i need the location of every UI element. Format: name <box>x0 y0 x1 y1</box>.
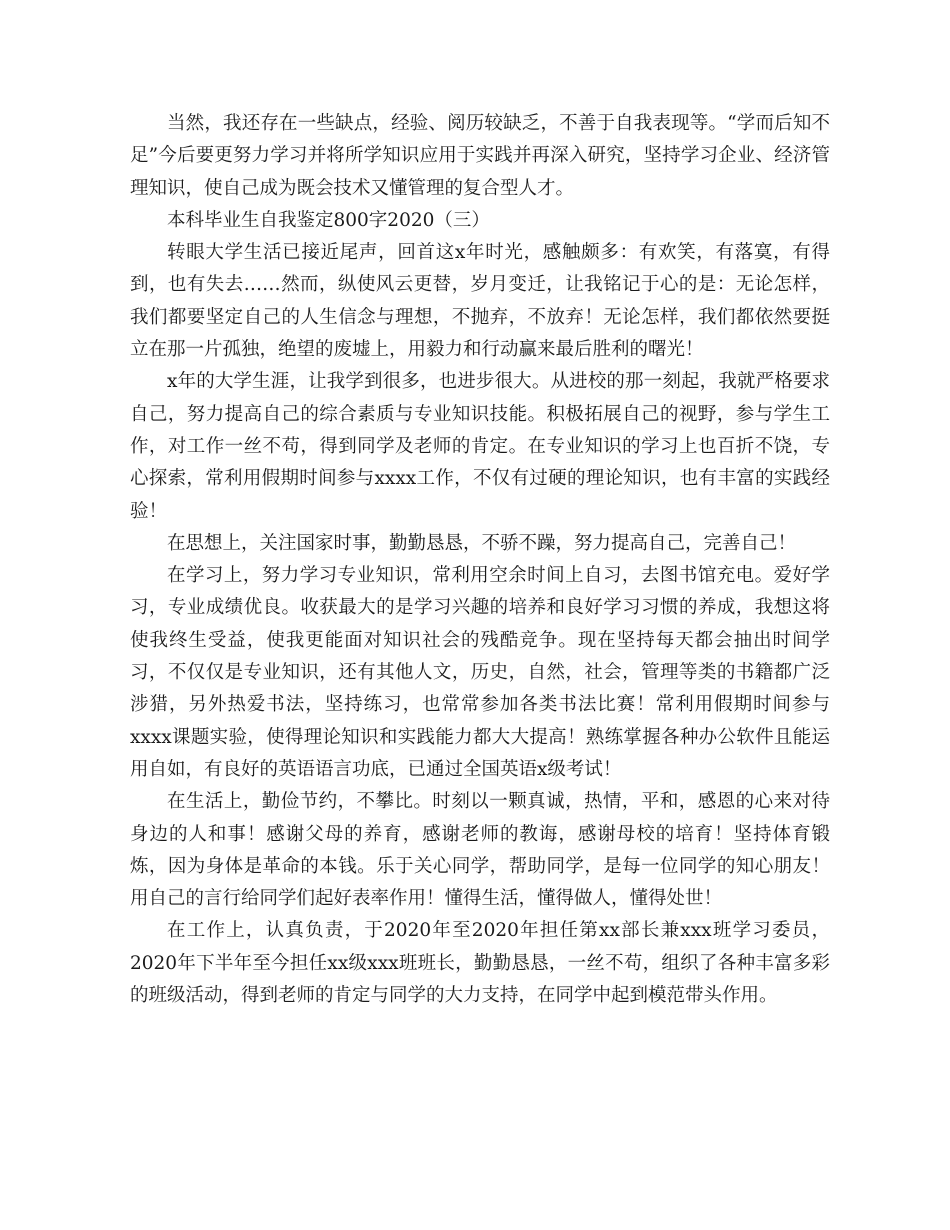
paragraph-shortcomings: 当然，我还存在一些缺点，经验、阅历较缺乏，不善于自我表现等。“学而后知不足”今后要更努力学习并将所学知识应用于实践并再深入研究，坚持学习企业、经济管理知识，使自己成为既会技术又懂管理的复合型人才。 <box>130 113 830 199</box>
document-body <box>130 108 830 1012</box>
paragraph-work: 在工作上，认真负责，于2020年至2020年担任第xx部长兼xxx班学习委员，2020年下半年至今担任xx级xxx班班长，勤勤恳恳，一丝不苟，组织了各种丰富多彩的班级活动，得到老师的肯定与同学的大力支持，在同学中起到模范带头作用。 <box>130 920 830 1007</box>
paragraph-life: 在生活上，勤俭节约，不攀比。时刻以一颗真诚，热情，平和，感恩的心来对待身边的人和事！感谢父母的养育，感谢老师的教诲，感谢母校的培育！坚持体育锻炼，因为身体是革命的本钱。乐于关心同学，帮助同学，是每一位同学的知心朋友！用自己的言行给同学们起好表率作用！懂得生活，懂得做人，懂得处世！ <box>130 791 830 910</box>
paragraph-thought: 在思想上，关注国家时事，勤勤恳恳，不骄不躁，努力提高自己，完善自己！ <box>167 532 797 554</box>
paragraph-intro: 转眼大学生活已接近尾声，回首这x年时光，感触颇多：有欢笑，有落寞，有得到，也有失去……然而，纵使风云更替，岁月变迁，让我铭记于心的是：无论怎样，我们都要坚定自己的人生信念与理想，不抛弃，不放弃！无论怎样，我们都依然要挺立在那一片孤独，绝望的废墟上，用毅力和行动赢来最后胜利的曙光！ <box>130 242 830 361</box>
section-heading: 本科毕业生自我鉴定800字2020（三） <box>167 209 490 231</box>
paragraph-university-years: x年的大学生涯，让我学到很多，也进步很大。从进校的那一刻起，我就严格要求自己，努力提高自己的综合素质与专业知识技能。积极拓展自己的视野，参与学生工作，对工作一丝不苟，得到同学及老师的肯定。在专业知识的学习上也百折不饶，专心探索，常利用假期时间参与xxxx工作，不仅有过硬的理论知识，也有丰富的实践经验！ <box>130 371 830 522</box>
paragraph-study: 在学习上，努力学习专业知识，常利用空余时间上自习，去图书馆充电。爱好学习，专业成绩优良。收获最大的是学习兴趣的培养和良好学习习惯的养成，我想这将使我终生受益，使我更能面对知识社会的残酷竞争。现在坚持每天都会抽出时间学习，不仅仅是专业知识，还有其他人文，历史，自然，社会，管理等类的书籍都广泛涉猎，另外热爱书法，坚持练习，也常常参加各类书法比赛！常利用假期时间参与xxxx课题实验，使得理论知识和实践能力都大大提高！熟练掌握各种办公软件且能运用自如，有良好的英语语言功底，已通过全国英语x级考试！ <box>130 565 830 780</box>
